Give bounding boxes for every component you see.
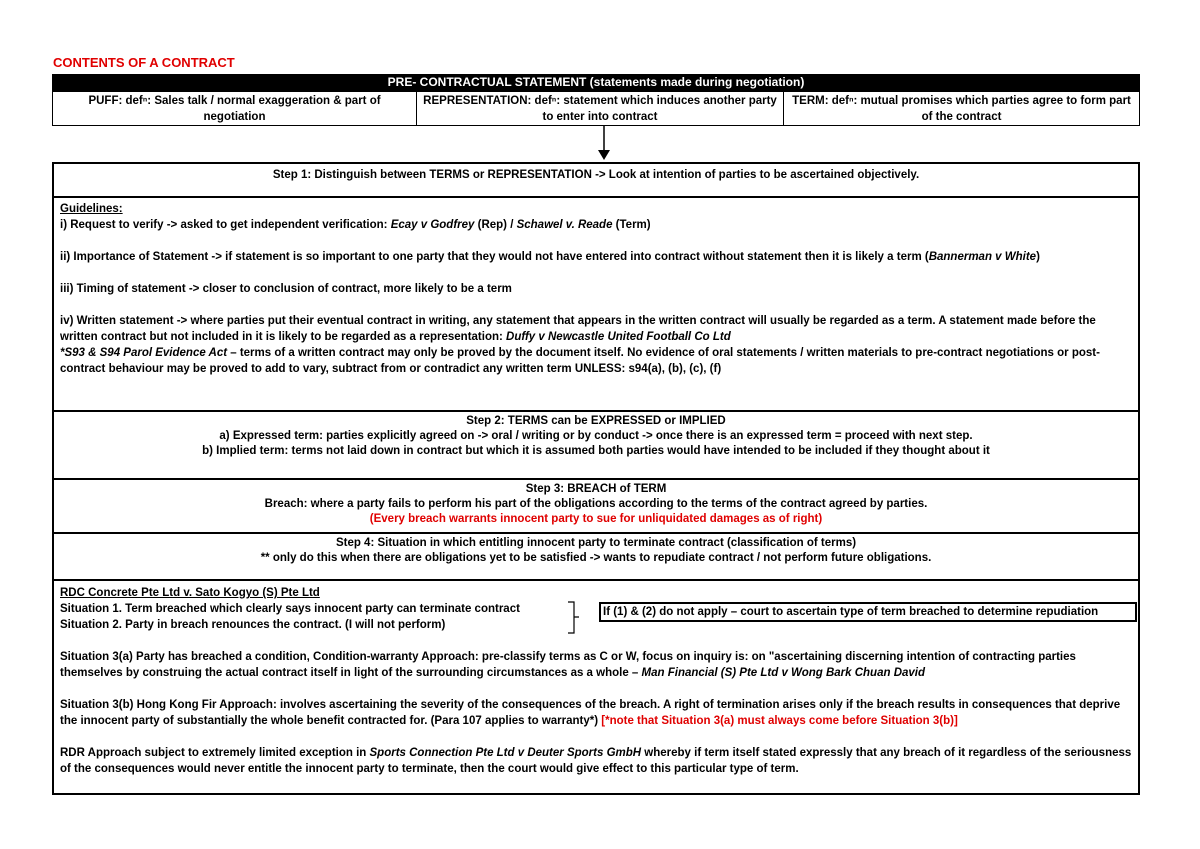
step3-damages-note: (Every breach warrants innocent party to sue for unliquidated damages as of right) bbox=[369, 513, 823, 525]
guidelines-label: Guidelines: bbox=[60, 203, 123, 215]
step2-implied-term: b) Implied term: terms not laid down in contract but which it is assumed both parties would have intended to be included if they thought about it bbox=[202, 445, 990, 457]
situation-3b: Situation 3(b) Hong Kong Fir Approach: involves ascertaining the severity of the consequences of the breach. A right of termination arises only if the breach results in consequences that deprive the innocent party of substantially the whole benefit contracted for. (Para 107 applies to warranty*) [*note that Situation 3(a) must always come before Situation 3(b)] bbox=[60, 699, 1121, 727]
step1-heading-box bbox=[52, 162, 1140, 196]
situation-3a: Situation 3(a) Party has breached a condition, Condition-warranty Approach: pre-classify terms as C or W, focus on inquiry is: on "ascertaining discerning intention of contracting parties themselves by construing the actual contract itself in light of the surrounding circumstances as a whole – Man Financial (S) Pte Ltd v Wong Bark Chuan David bbox=[60, 651, 1076, 679]
right-bracket-icon bbox=[568, 601, 580, 634]
guideline-timing: iii) Timing of statement -> closer to conclusion of contract, more likely to be a term bbox=[60, 283, 512, 295]
pre-contract-header: PRE- CONTRACTUAL STATEMENT (statements made during negotiation) bbox=[52, 74, 1140, 91]
guideline-request-verify: i) Request to verify -> asked to get independent verification: Ecay v Godfrey (Rep) / Schawel v. Reade (Term) bbox=[60, 219, 651, 231]
step3-box bbox=[52, 478, 1140, 532]
rdc-case-title: RDC Concrete Pte Ltd v. Sato Kogyo (S) Pte Ltd bbox=[60, 587, 320, 599]
step2-expressed-term: a) Expressed term: parties explicitly agreed on -> oral / writing or by conduct -> once there is an expressed term = proceed with next step. bbox=[219, 430, 973, 442]
step4-box bbox=[52, 532, 1140, 579]
situation-2: Situation 2. Party in breach renounces the contract. (I will not perform) bbox=[60, 619, 446, 631]
step3-heading: Step 3: BREACH of TERM bbox=[525, 483, 667, 495]
down-arrow-icon bbox=[594, 126, 614, 162]
representation-definition: REPRESENTATION: defⁿ: statement which induces another party to enter into contract bbox=[417, 91, 784, 126]
guideline-importance: ii) Importance of Statement -> if statement is so important to one party that they would not have entered into contract without statement then it is likely a term (Bannerman v White) bbox=[60, 251, 1040, 263]
guideline-written-statement: iv) Written statement -> where parties put their eventual contract in writing, any statement that appears in the written contract will usually be regarded as a term. A statement made before the written contract but not included in it is likely to be regarded as a representation: Duffy v Newcastle United Football Co Ltd *S93 & S94 Parol Evidence Act – terms of a written contract may only be proved by the document itself. No evidence of oral statements / written materials to pre-contract negotiations or post-contract behaviour may be proved to add to vary, subtract from or contradict any written term UNLESS: s94(a), (b), (c), (f) bbox=[60, 315, 1100, 375]
step1-heading: Step 1: Distinguish between TERMS or REPRESENTATION -> Look at intention of parties to be ascertained objectively. bbox=[272, 169, 920, 181]
page-title: CONTENTS OF A CONTRACT bbox=[53, 55, 235, 70]
step4-heading: Step 4: Situation in which entitling innocent party to terminate contract (classification of terms) bbox=[335, 537, 857, 549]
step3-breach-definition: Breach: where a party fails to perform his part of the obligations according to the terms of the contract agreed by parties. bbox=[264, 498, 928, 510]
rdr-approach: RDR Approach subject to extremely limited exception in Sports Connection Pte Ltd v Deuter Sports GmbH whereby if term itself stated expressly that any breach of it regardless of the seriousness of the consequences would never entitle the innocent party to terminate, then the court would give effect to this particular type of term. bbox=[60, 747, 1132, 775]
guidelines-box bbox=[52, 196, 1140, 410]
condition-note-box: If (1) & (2) do not apply – court to ascertain type of term breached to determine repudiation bbox=[599, 602, 1137, 622]
definition-row bbox=[52, 91, 1140, 126]
term-definition: TERM: defⁿ: mutual promises which parties agree to form part of the contract bbox=[784, 91, 1140, 126]
step2-heading: Step 2: TERMS can be EXPRESSED or IMPLIED bbox=[466, 415, 726, 427]
puff-definition: PUFF: defⁿ: Sales talk / normal exaggeration & part of negotiation bbox=[52, 91, 417, 126]
step4-note: ** only do this when there are obligations yet to be satisfied -> wants to repudiate contract / not perform future obligations. bbox=[260, 552, 932, 564]
situation-1: Situation 1. Term breached which clearly says innocent party can terminate contract bbox=[60, 603, 520, 615]
step2-box bbox=[52, 410, 1140, 478]
